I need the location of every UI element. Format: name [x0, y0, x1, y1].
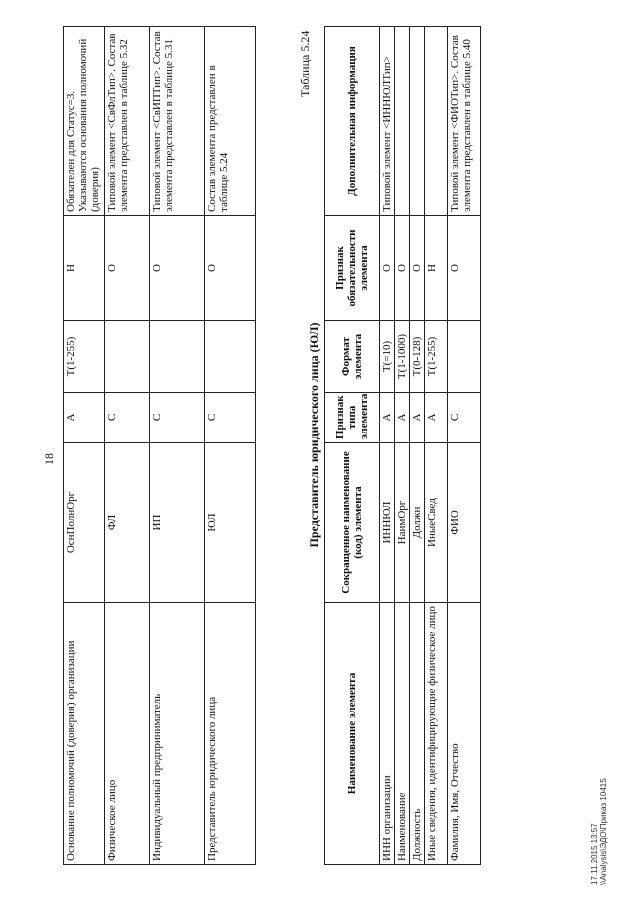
cell-name: Физическое лицо	[105, 603, 150, 865]
table-row	[395, 27, 410, 865]
cell-format: Т(1-255)	[64, 321, 105, 393]
cell-name: ИНН организации	[380, 603, 395, 865]
header-name: Наименование элемента	[325, 603, 380, 865]
cell-name: Основание полномочий (доверия) организации	[64, 603, 105, 865]
table-title: Представитель юридического лица (ЮЛ)	[307, 322, 321, 548]
cell-info	[410, 27, 425, 216]
table-row	[410, 27, 425, 865]
cell-format: Т(0-128)	[410, 321, 425, 393]
cell-info: Обязателен для Статус=3. Указываются основания полномочий (доверия)	[64, 27, 105, 216]
cell-name: Представитель юридического лица	[205, 603, 256, 865]
cell-type: А	[380, 393, 395, 443]
table-row	[205, 27, 256, 865]
header-req: Признак обязательности элемента	[325, 216, 380, 321]
page-number: 18	[42, 453, 56, 465]
table-row	[448, 27, 481, 865]
cell-info: Типовой элемент <СвФлТип>. Состав элемента представлен в таблице 5.32	[105, 27, 150, 216]
cell-req: Н	[64, 216, 105, 321]
cell-req: О	[448, 216, 481, 321]
cell-short: ФИО	[448, 443, 481, 603]
cell-short: ОснПолнОрг	[64, 443, 105, 603]
table-row	[150, 27, 205, 865]
table-caption: Таблица 5.24	[298, 30, 312, 97]
table-header-row	[325, 27, 380, 865]
table-row	[64, 27, 105, 865]
cell-format	[105, 321, 150, 393]
cell-req: О	[205, 216, 256, 321]
cell-type: С	[448, 393, 481, 443]
header-type: Признак типа элемента	[325, 393, 380, 443]
cell-short: ИныеСвед	[425, 443, 448, 603]
cell-info	[425, 27, 448, 216]
cell-info: Типовой элемент <СвИПТип>. Состав элемента представлен в таблице 5.31	[150, 27, 205, 216]
footer-line-2: \\Analysis\ЭДО\Приказ 10415	[599, 778, 608, 885]
cell-req: О	[380, 216, 395, 321]
cell-req: О	[105, 216, 150, 321]
cell-info: Типовой элемент <ИННЮЛТип>	[380, 27, 395, 216]
cell-short: Должн	[410, 443, 425, 603]
header-short: Сокращенное наименование (код) элемента	[325, 443, 380, 603]
cell-name: Иные сведения, идентифицирующие физическое лицо	[425, 603, 448, 865]
cell-name: Должность	[410, 603, 425, 865]
cell-format: Т(1-255)	[425, 321, 448, 393]
footer-line-1: 17.11.2015 13:57	[590, 823, 599, 885]
cell-type: С	[105, 393, 150, 443]
cell-type: А	[410, 393, 425, 443]
header-info: Дополнительная информация	[325, 27, 380, 216]
cell-type: А	[395, 393, 410, 443]
table-row	[425, 27, 448, 865]
cell-format: Т(1-1000)	[395, 321, 410, 393]
cell-short: ИП	[150, 443, 205, 603]
cell-req: О	[395, 216, 410, 321]
cell-type: С	[205, 393, 256, 443]
footer-stamp	[590, 778, 608, 885]
cell-format	[448, 321, 481, 393]
cell-format	[205, 321, 256, 393]
cell-short: ФЛ	[105, 443, 150, 603]
cell-name: Индивидуальный предприниматель	[150, 603, 205, 865]
cell-type: С	[150, 393, 205, 443]
table-5-24	[324, 26, 481, 865]
table-row	[105, 27, 150, 865]
cell-short: ИННЮЛ	[380, 443, 395, 603]
cell-req: О	[410, 216, 425, 321]
cell-req: Н	[425, 216, 448, 321]
cell-type: А	[425, 393, 448, 443]
cell-name: Фамилия, Имя, Отчество	[448, 603, 481, 865]
cell-info: Типовой элемент <ФИОТип>. Состав элемента представлен в таблице 5.40	[448, 27, 481, 216]
cell-short: НаимОрг	[395, 443, 410, 603]
cell-info: Состав элемента представлен в таблице 5.24	[205, 27, 256, 216]
table-continuation	[63, 26, 256, 865]
cell-format: Т(=10)	[380, 321, 395, 393]
cell-req: О	[150, 216, 205, 321]
cell-name: Наименование	[395, 603, 410, 865]
header-format: Формат элемента	[325, 321, 380, 393]
cell-format	[150, 321, 205, 393]
table-row	[380, 27, 395, 865]
cell-type: А	[64, 393, 105, 443]
cell-short: ЮЛ	[205, 443, 256, 603]
cell-info	[395, 27, 410, 216]
